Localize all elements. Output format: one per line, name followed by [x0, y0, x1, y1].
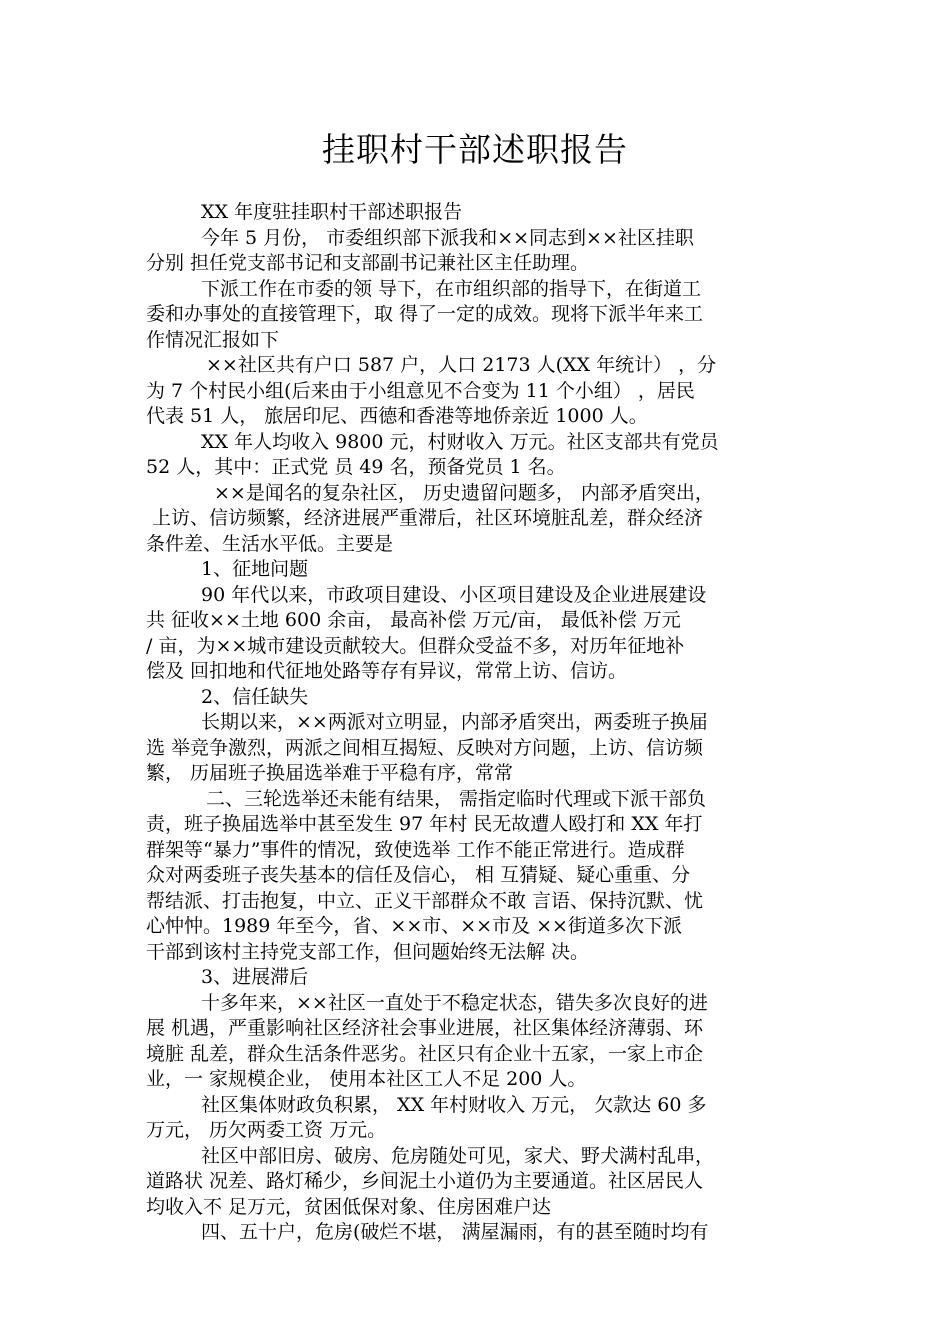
paragraph-line: 共 征收××土地 600 余亩， 最高补偿 万元/亩， 最低补偿 万元	[146, 609, 681, 631]
paragraph-line: 社区集体财政负积累， XX 年村财收入 万元， 欠款达 60 多	[201, 1093, 707, 1116]
paragraph-line: 为 7 个村民小组(后来由于小组意见不合变为 11 个小组） ，居民	[146, 379, 695, 402]
paragraph-line: 下派工作在市委的领 导下，在市组织部的指导下，在街道工	[201, 277, 702, 300]
paragraph-line: 十多年来，××社区一直处于不稳定状态，错失多次良好的进	[201, 991, 708, 1014]
paragraph-line: / 亩，为××城市建设贡献较大。但群众受益不多，对历年征地补	[146, 634, 685, 657]
document-body	[146, 200, 818, 1246]
paragraph-line: 道路状 况差、路灯稀少，乡间泥土小道仍为主要通道。社区居民人	[146, 1170, 704, 1192]
paragraph-line: 干部到该村主持党支部工作，但问题始终无法解 决。	[146, 940, 590, 963]
paragraph-line: 长期以来，××两派对立明显，内部矛盾突出，两委班子换届	[201, 711, 708, 733]
paragraph-line: 今年 5 月份， 市委组织部下派我和××同志到××社区挂职	[201, 226, 694, 249]
paragraph-line: 责，班子换届选举中甚至发生 97 年村 民无故遭人殴打和 XX 年打	[146, 813, 703, 835]
paragraph-line: 作情况汇报如下	[146, 328, 280, 351]
paragraph-line: 选 举竞争激烈，两派之间相互揭短、反映对方问题，上访、信访频	[146, 736, 704, 759]
paragraph-line: 境脏 乱差，群众生活条件恶劣。社区只有企业十五家，一家上市企	[146, 1042, 704, 1065]
paragraph-line: 展 机遇，严重影响社区经济社会事业进展，社区集体经济薄弱、环	[146, 1017, 704, 1039]
paragraph-line: 均收入不 足万元，贫困低保对象、住房困难户达	[146, 1195, 552, 1218]
paragraph-line: 分别 担任党支部书记和支部副书记兼社区主任助理。	[146, 252, 590, 274]
paragraph-line: 四、五十户，危房(破烂不堪， 满屋漏雨，有的甚至随时均有	[201, 1221, 709, 1243]
paragraph-line: 委和办事处的直接管理下，取 得了一定的成效。现将下派半年来工	[146, 303, 704, 325]
paragraph-line: 社区中部旧房、破房、危房随处可见，家犬、野犬满村乱串，	[201, 1144, 715, 1167]
paragraph-line: 众对两委班子丧失基本的信任及信心， 相 互猜疑、疑心重重、分	[146, 864, 691, 886]
paragraph-line: 90 年代以来，市政项目建设、小区项目建设及企业进展建设	[201, 583, 707, 606]
paragraph-line: 群架等“暴力”事件的情况，致使选举 工作不能正常进行。造成群	[146, 838, 685, 861]
section-heading: 3、进展滞后	[201, 966, 309, 988]
paragraph-line: ××社区共有户口 587 户，人口 2173 人(XX 年统计） ，分	[206, 354, 717, 376]
paragraph-line: XX 年人均收入 9800 元，村财收入 万元。社区支部共有党员	[201, 430, 719, 453]
paragraph-line: 二、三轮选举还未能有结果， 需指定临时代理或下派干部负	[206, 787, 707, 810]
paragraph-line: 万元， 历欠两委工资 万元。	[146, 1119, 387, 1141]
paragraph-line: 繁， 历届班子换届选举难于平稳有序，常常	[146, 762, 514, 784]
document-title: 挂职村干部述职报告	[322, 130, 628, 169]
paragraph-line: XX 年度驻挂职村干部述职报告	[201, 201, 463, 223]
paragraph-line: 帮结派、打击抱复，中立、正义干部群众不敢 言语、保持沉默、忧	[146, 889, 704, 912]
paragraph-line: 条件差、生活水平低。主要是	[146, 532, 394, 555]
paragraph-line: 心忡忡。1989 年至今，省、××市、××市及 ××街道多次下派	[146, 915, 682, 937]
paragraph-line: 上访、信访频繁，经济进展严重滞后，社区环境脏乱差，群众经济	[152, 507, 704, 529]
paragraph-line: 52 人，其中：正式党 员 49 名，预备党员 1 名。	[146, 456, 566, 478]
section-heading: 2、信任缺失	[201, 685, 309, 708]
paragraph-line: 业，一 家规模企业， 使用本社区工人不足 200 人。	[146, 1068, 587, 1090]
paragraph-line: ××是闻名的复杂社区， 历史遗留问题多， 内部矛盾突出，	[214, 481, 714, 504]
section-heading: 1、征地问题	[201, 558, 309, 580]
paragraph-line: 偿及 回扣地和代征地处路等存有异议，常常上访、信访。	[146, 660, 628, 682]
paragraph-line: 代表 51 人， 旅居印尼、西德和香港等地侨亲近 1000 人。	[146, 405, 648, 427]
